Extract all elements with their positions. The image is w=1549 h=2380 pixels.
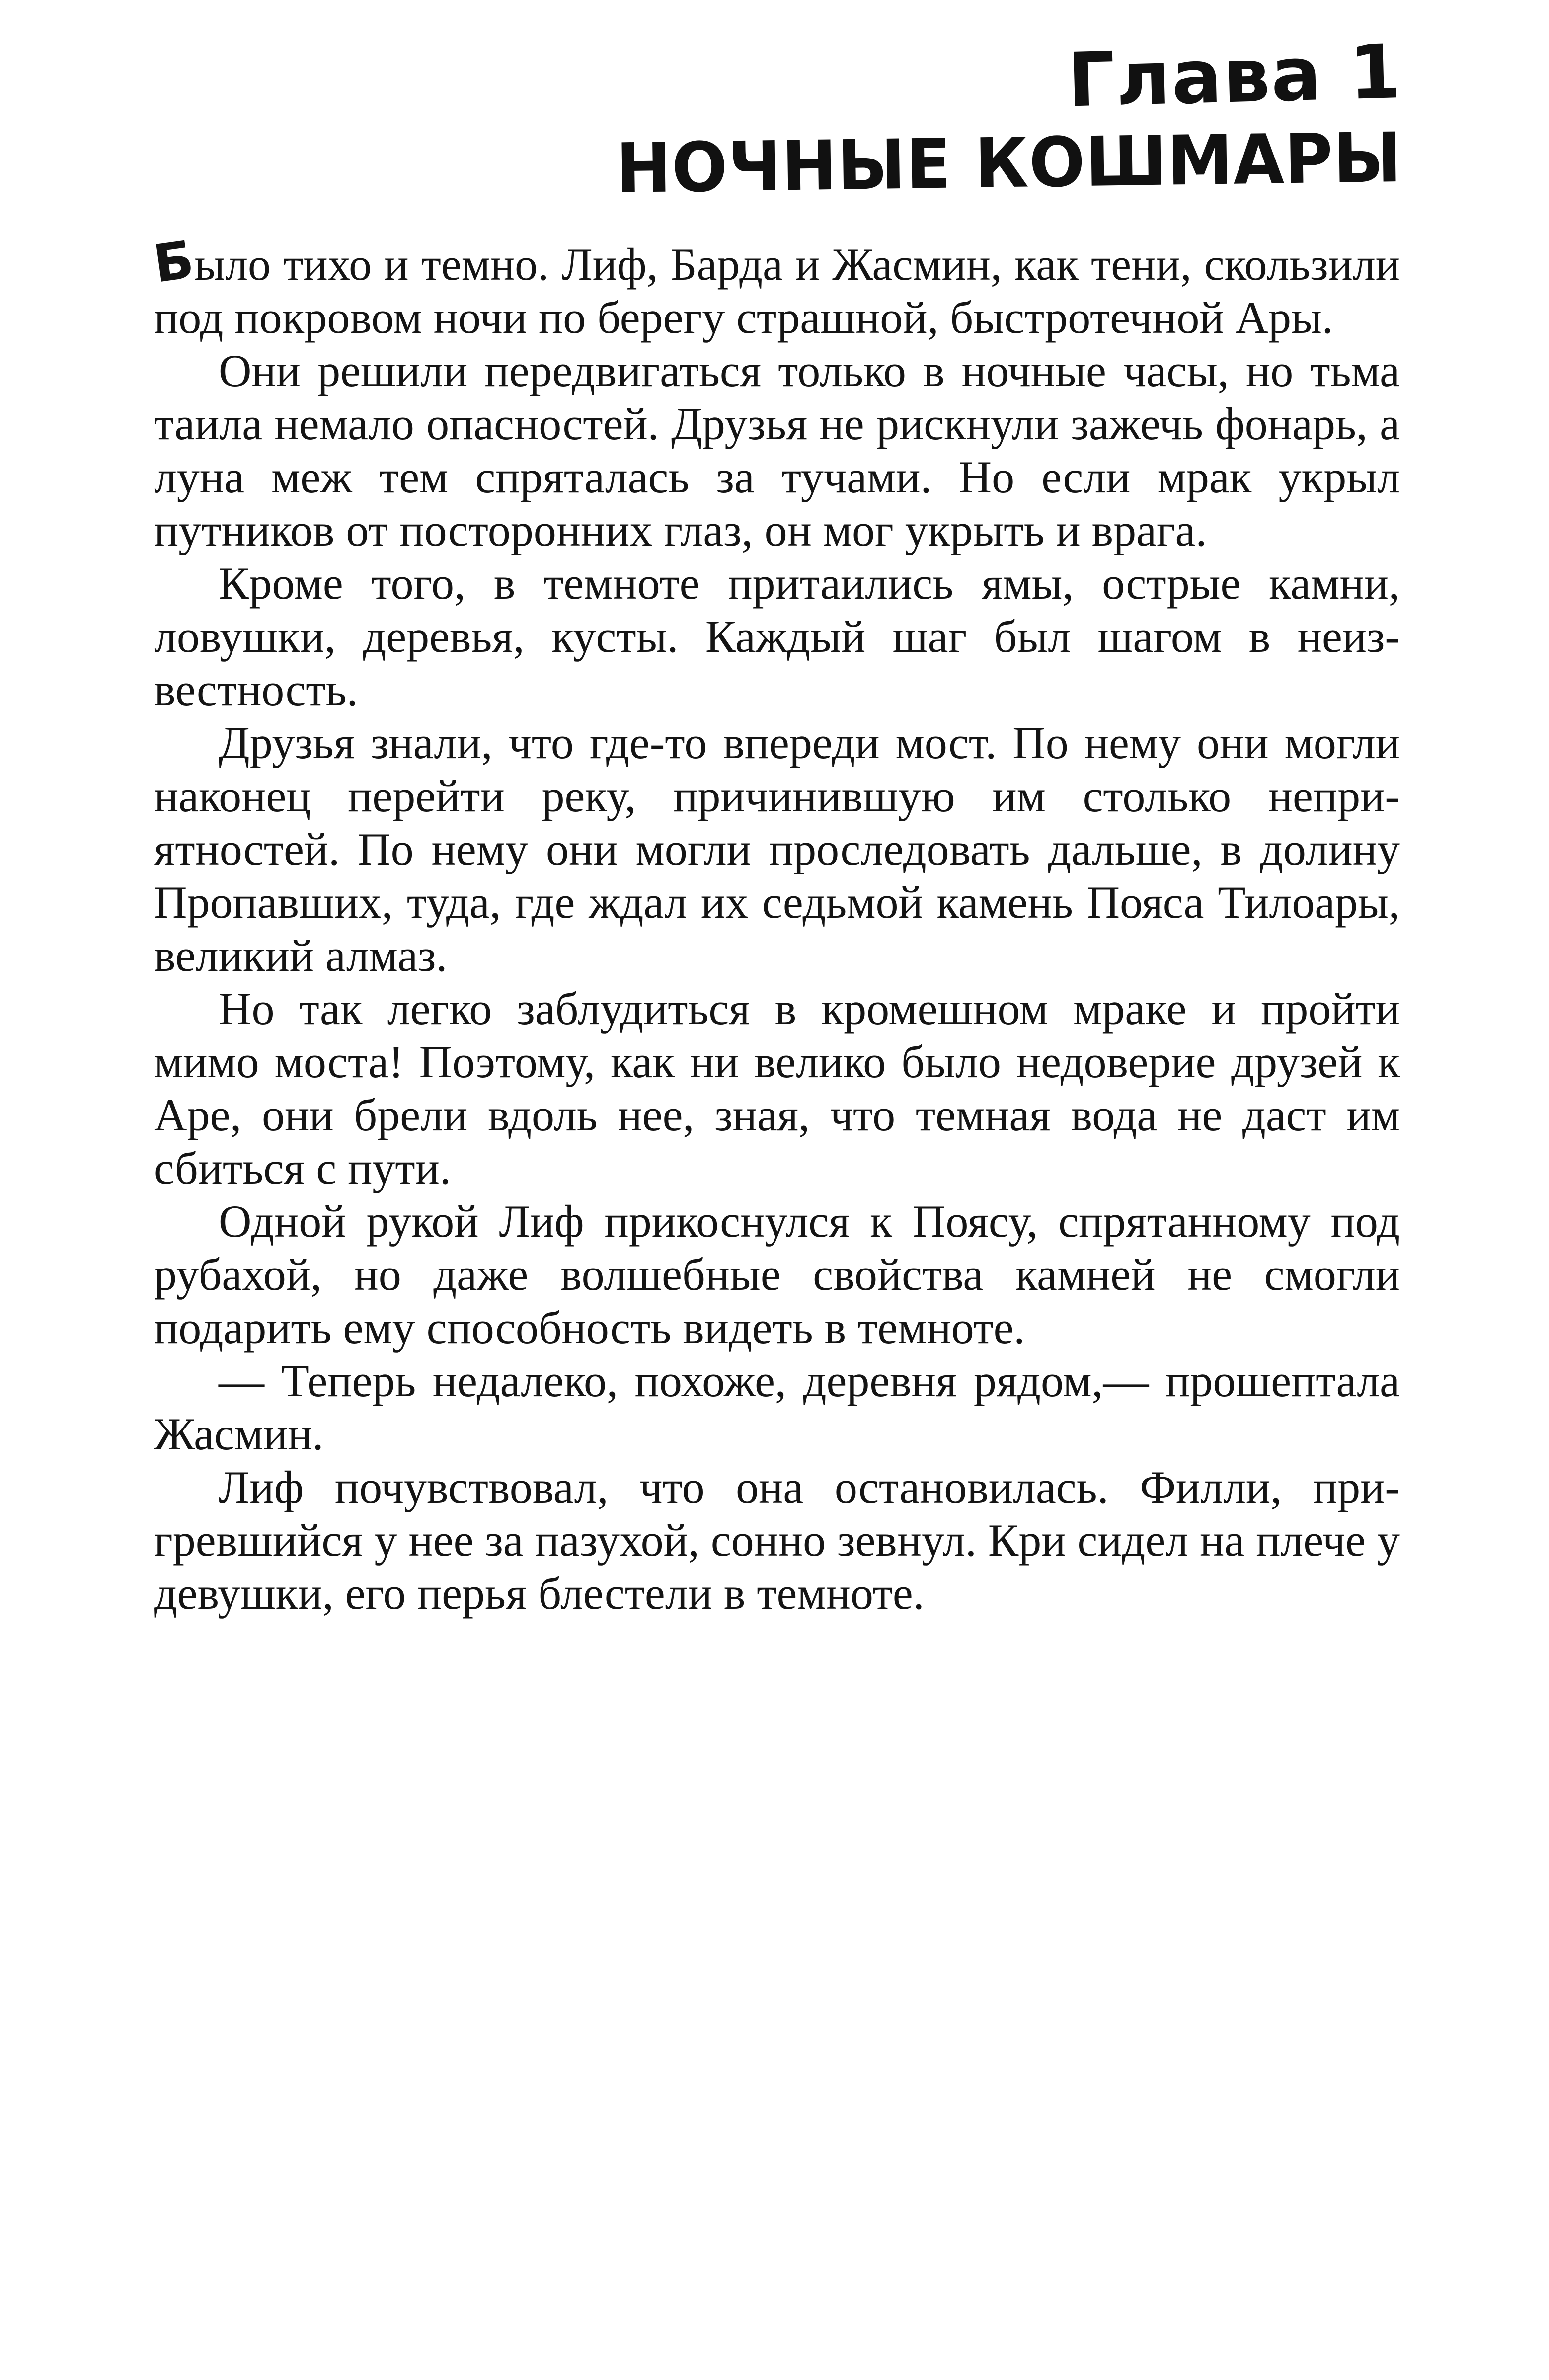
paragraph-1	[150, 229, 1400, 344]
drop-cap: Б	[150, 229, 198, 295]
paragraph-7: — Теперь недалеко, похоже, деревня рядом,— прошептала Жасмин.	[154, 1355, 1400, 1459]
paragraph-6: Одной рукой Лиф прикоснулся к Поясу, спрятанному под рубахой, но даже волшебные свойства камней не смогли подарить ему способность видеть в темноте.	[154, 1196, 1400, 1353]
paragraph-4: Друзья знали, что где-то впереди мост. По нему они могли наконец перейти реку, причинившую им столько неприятностей. По нему они могли проследовать дальше, в долину Пропавших, туда, где ждал их седьмой камень Пояса Тилоары, великий алмаз.	[154, 717, 1400, 981]
paragraph-2: Они решили передвигаться только в ночные часы, но тьма таила немало опасностей. Друзья не рискнули зажечь фонарь, а луна меж тем спряталась за тучами. Но если мрак укрыл путников от посторонних глаз, он мог укрыть и врага.	[154, 345, 1400, 555]
chapter-header	[583, 29, 1403, 209]
chapter-title: НОЧНЫЕ КОШМАРЫ	[615, 118, 1403, 209]
paragraph-8: Лиф почувствовал, что она остановилась. Филли, пригревшийся у нее за пазухой, сонно зевнул. Кри сидел на плече у девушки, его перья блестели в темноте.	[154, 1462, 1400, 1619]
chapter-text	[150, 229, 1400, 1620]
paragraph-5: Но так легко заблудиться в кромешном мраке и пройти мимо моста! Поэтому, как ни велико было недоверие друзей к Аре, они брели вдоль нее, зная, что темная вода не даст им сбиться с пути.	[154, 983, 1400, 1193]
chapter-number: Глава 1	[1066, 29, 1403, 124]
paragraph-3: Кроме того, в темноте притаились ямы, острые камни, ловушки, деревья, кусты. Каждый шаг был шагом в неизвестность.	[154, 558, 1400, 715]
paragraph-1-text: ыло тихо и темно. Лиф, Барда и Жасмин, как тени, скользили под покровом ночи по берегу страшной, быстротечной Ары.	[154, 239, 1400, 343]
